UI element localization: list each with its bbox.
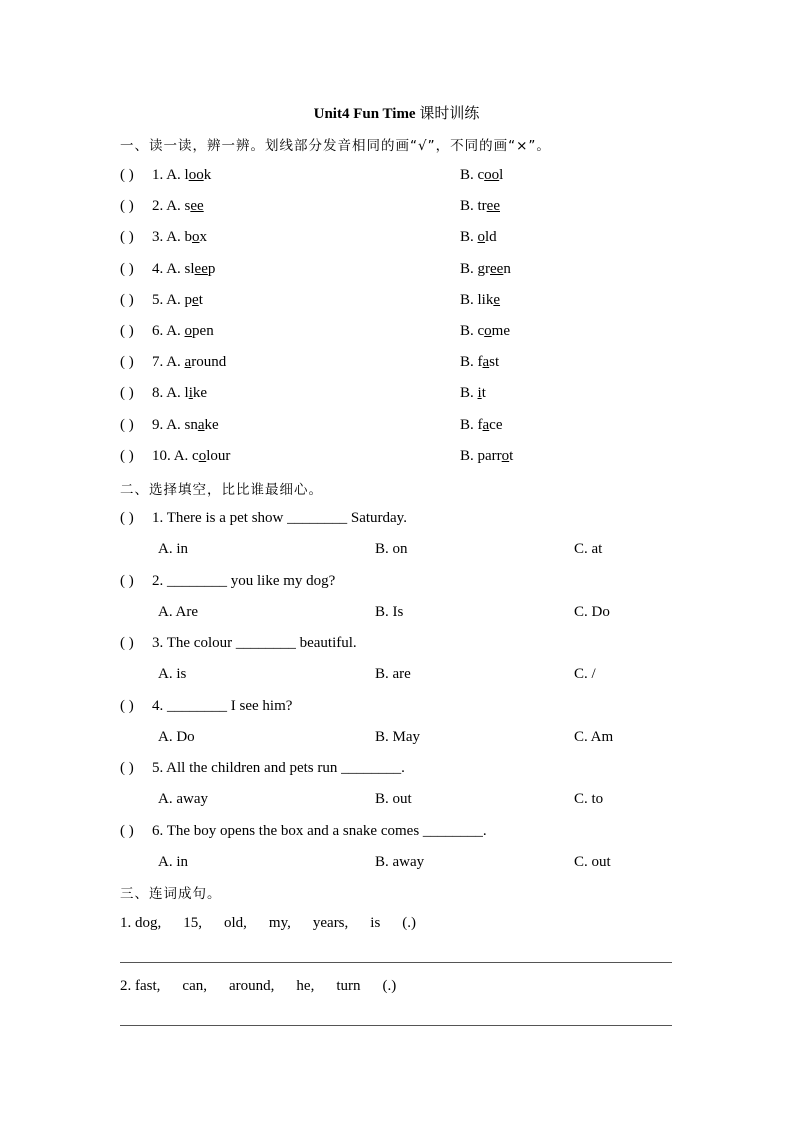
phonics-row [120,351,680,373]
underlined-letters: o [192,229,200,246]
underlined-letters: a [482,416,490,433]
underlined-letters: o [484,323,492,339]
choice-option[interactable]: B. are [375,666,411,682]
section-2-heading: 二、选择填空，比比谁最细心。 [120,482,323,498]
underlined-letters: ee [194,260,208,277]
title-english: Unit4 Fun Time [313,106,416,122]
choice-option[interactable]: A. Do [158,728,195,745]
choice-question [120,757,405,779]
word-token: years, [312,915,349,931]
word-token: he, [296,978,315,994]
option-a-word: A. pet [166,291,203,308]
underlined-letters: oo [188,167,204,183]
question-text: 2. ________ you like my dog? [152,572,336,589]
phonics-row [120,226,680,248]
option-b-word: B. it [460,385,486,402]
title-chinese: 课时训练 [419,106,480,122]
choice-option[interactable]: A. is [158,666,187,682]
question-number: 5. [152,291,167,308]
word-token: turn [336,978,361,994]
question-number: 2. [152,198,167,215]
underlined-letters: i [188,385,193,402]
underlined-letters: o [501,447,510,464]
option-b-word: B. fast [460,354,500,371]
choice-option[interactable]: A. in [158,541,188,557]
question-number: 3. [152,229,167,246]
underlined-letters: ee [486,198,500,215]
answer-bracket[interactable]: ( ) [120,167,134,183]
question-text: 4. ________ I see him? [152,697,293,714]
question-number: 10. [152,447,174,464]
option-a-word: A. around [166,354,227,371]
option-a-word: A. sleep [166,260,216,277]
choice-option[interactable]: C. / [574,666,596,682]
option-a-word: A. like [166,385,208,402]
question-number: 8. [152,385,167,402]
choice-question [120,820,487,842]
word-token: is [370,915,381,931]
section-1-heading: 一、读一读，辨一辨。划线部分发音相同的画“√”，不同的画“×”。 [120,138,551,154]
word-token: (.) [382,978,397,994]
underlined-letters: a [184,354,192,371]
choice-question [120,695,292,717]
word-order-question [120,912,438,934]
choice-option[interactable]: B. away [375,853,425,870]
answer-bracket[interactable]: ( ) [120,822,134,839]
section-3-heading: 三、连词成句。 [120,886,222,902]
word-token: around, [229,978,275,994]
underlined-letters: o [184,323,193,339]
underlined-letters: o [198,447,207,464]
underlined-letters: o [477,229,486,246]
question-text: 6. The boy opens the box and a snake comes ________. [152,822,487,839]
answer-bracket[interactable]: ( ) [120,510,134,526]
phonics-row [120,445,680,467]
answer-bracket[interactable]: ( ) [120,697,134,714]
choice-option[interactable]: A. in [158,853,188,870]
answer-bracket[interactable]: ( ) [120,291,134,308]
answer-bracket[interactable]: ( ) [120,447,134,464]
option-b-word: B. cool [460,167,504,183]
option-a-word: A. see [166,198,204,215]
answer-bracket[interactable]: ( ) [120,198,134,215]
word-order-question [120,975,418,997]
underlined-letters: ee [190,198,204,215]
phonics-row [120,195,680,217]
underlined-letters: i [477,385,482,402]
underlined-letters: e [192,291,199,308]
choice-option[interactable]: C. Am [574,728,614,745]
word-token: (.) [402,915,417,931]
option-b-word: B. parrot [460,447,514,464]
phonics-row [120,382,680,404]
choice-option[interactable]: B. Is [375,603,404,620]
option-a-word: A. open [166,323,214,339]
choice-question [120,507,407,529]
underlined-letters: ee [490,260,504,277]
word-token: can, [182,978,207,994]
choice-option[interactable]: B. out [375,791,412,807]
answer-bracket[interactable]: ( ) [120,229,134,246]
word-token: 15, [183,915,202,931]
option-b-word: B. tree [460,198,500,215]
underlined-letters: oo [484,167,500,183]
word-token: 2. fast, [120,978,161,994]
word-token: old, [224,915,247,931]
choice-option[interactable]: A. Are [158,603,198,620]
phonics-row [120,164,680,186]
option-a-word: A. box [166,229,208,246]
phonics-row [120,289,680,311]
question-number: 4. [152,260,167,277]
answer-bracket[interactable]: ( ) [120,354,134,371]
question-number: 7. [152,354,167,371]
answer-bracket[interactable]: ( ) [120,260,134,277]
answer-bracket[interactable]: ( ) [120,572,134,589]
question-text: 3. The colour ________ beautiful. [152,635,357,651]
option-a-word: A. snake [166,416,219,433]
option-b-word: B. like [460,291,501,308]
choice-option[interactable]: B. on [375,541,408,557]
option-b-word: B. green [460,260,511,277]
option-b-word: B. face [460,416,503,433]
answer-bracket[interactable]: ( ) [120,416,134,433]
phonics-row [120,414,680,436]
question-text: 1. There is a pet show ________ Saturday. [152,510,407,526]
choice-option[interactable]: A. away [158,791,208,807]
choice-question [120,570,335,592]
underlined-letters: a [197,416,205,433]
choice-option[interactable]: C. out [574,853,611,870]
answer-bracket[interactable]: ( ) [120,323,134,339]
answer-line[interactable] [120,962,672,963]
phonics-row [120,320,680,342]
answer-bracket[interactable]: ( ) [120,385,134,402]
choice-option[interactable]: B. May [375,728,420,745]
page-title [0,102,793,123]
choice-option[interactable]: C. Do [574,603,610,620]
question-number: 9. [152,416,167,433]
answer-line[interactable] [120,1025,672,1026]
underlined-letters: e [493,291,501,308]
option-b-word: B. come [460,323,510,339]
choice-question [120,632,357,654]
choice-option[interactable]: C. at [574,541,603,557]
question-text: 5. All the children and pets run ________. [152,760,405,776]
word-token: my, [268,915,291,931]
question-number: 6. [152,323,167,339]
word-token: 1. dog, [120,915,162,931]
option-a-word: A. look [166,167,212,183]
option-a-word: A. colour [173,447,231,464]
choice-option[interactable]: C. to [574,791,604,807]
answer-bracket[interactable]: ( ) [120,635,134,651]
underlined-letters: a [482,354,490,371]
answer-bracket[interactable]: ( ) [120,760,134,776]
question-number: 1. [152,167,167,183]
phonics-row [120,258,680,280]
option-b-word: B. old [460,229,497,246]
